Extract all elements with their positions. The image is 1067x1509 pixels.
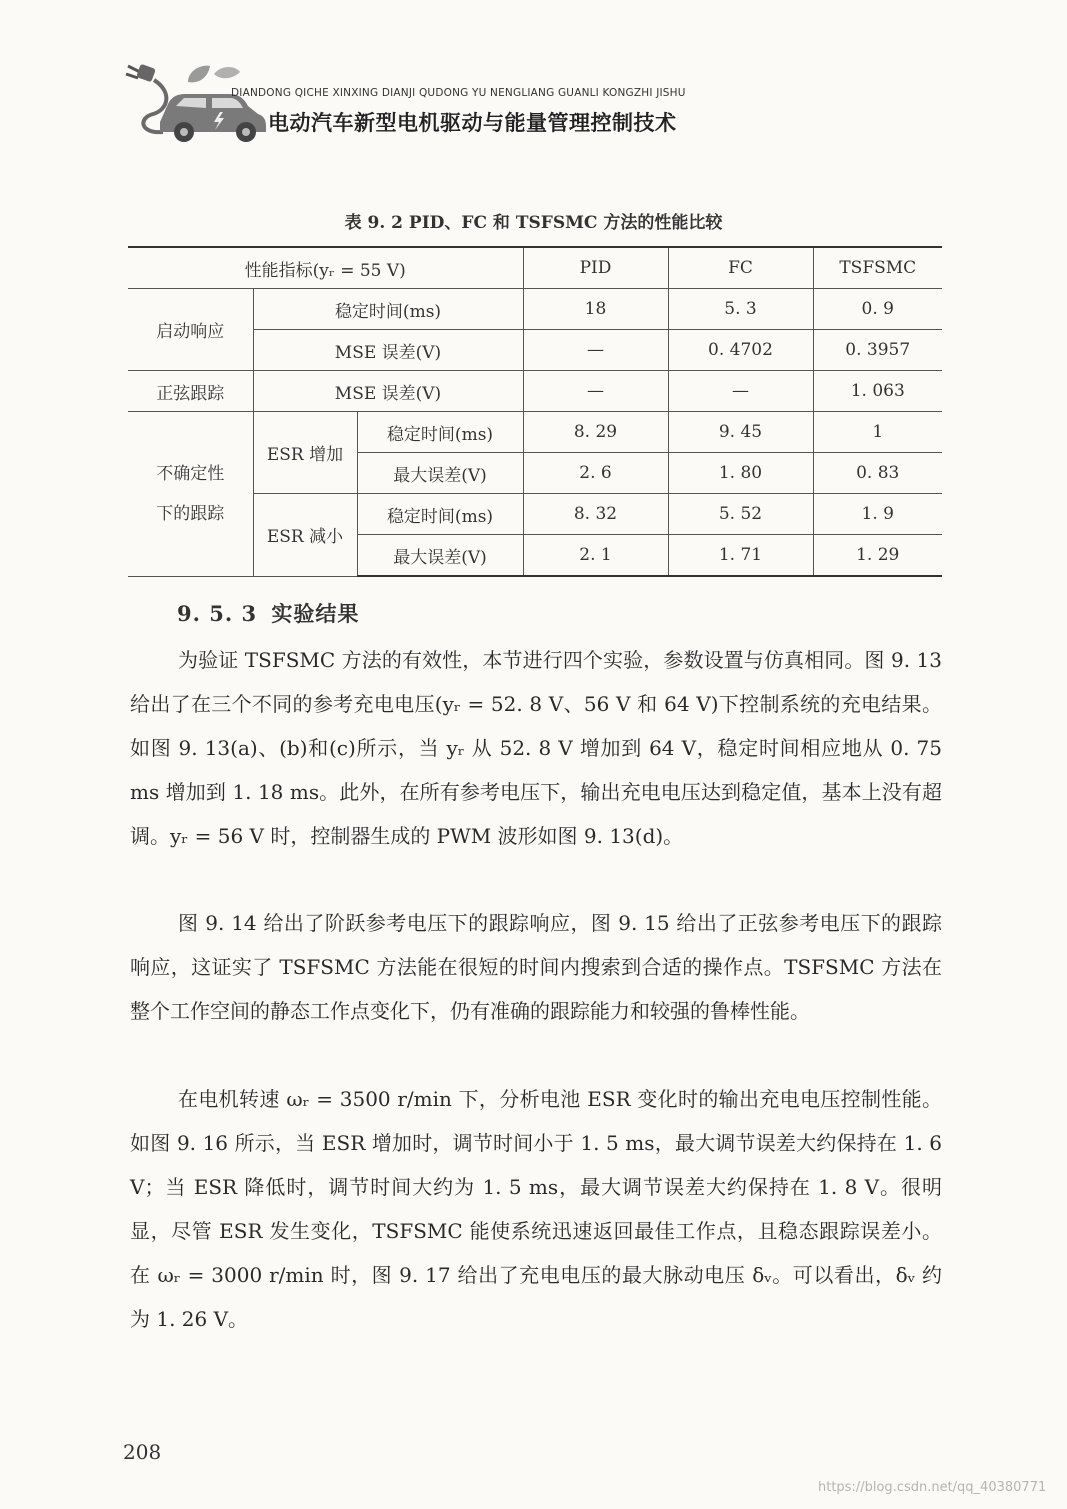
body-paragraph: 图 9. 14 给出了阶跃参考电压下的跟踪响应，图 9. 15 给出了正弦参考电压下的跟踪响应，这证实了 TSFSMC 方法能在很短的时间内搜索到合适的操作点。TSFSMC 方法在整个工作空间的静态工作点变化下，仍有准确的跟踪能力和较强的鲁棒性能。	[130, 911, 942, 1023]
cell-fc: 1. 80	[668, 453, 813, 494]
cell-pid: 2. 1	[523, 535, 668, 577]
header-fc: FC	[668, 247, 813, 289]
cell-fc: 0. 4702	[668, 330, 813, 371]
cell-tsfsmc: 0. 9	[813, 289, 942, 330]
cell-tsfsmc: 1. 29	[813, 535, 942, 577]
cell-fc: 9. 45	[668, 412, 813, 453]
cell-tsfsmc: 0. 3957	[813, 330, 942, 371]
cell-pid: 18	[523, 289, 668, 330]
group-sine: 正弦跟踪	[128, 371, 253, 412]
table-caption: 表 9. 2 PID、FC 和 TSFSMC 方法的性能比较	[344, 213, 723, 233]
row-label: 稳定时间(ms)	[253, 289, 523, 330]
group-uncertain	[128, 412, 253, 577]
cell-pid: 8. 29	[523, 412, 668, 453]
cell-tsfsmc: 1. 9	[813, 494, 942, 535]
cell-tsfsmc: 1. 063	[813, 371, 942, 412]
cell-fc: —	[668, 371, 813, 412]
group-uncertain-line2: 下的跟踪	[156, 503, 225, 524]
page-number: 208	[123, 1440, 162, 1464]
cell-fc: 5. 3	[668, 289, 813, 330]
section-title: 实验结果	[271, 601, 360, 626]
section-number: 9. 5. 3	[177, 601, 258, 626]
book-title: 电动汽车新型电机驱动与能量管理控制技术	[268, 111, 677, 135]
performance-table	[128, 246, 942, 577]
cell-fc: 1. 71	[668, 535, 813, 577]
group-startup: 启动响应	[128, 289, 253, 371]
row-label: 最大误差(V)	[357, 453, 523, 494]
table-row	[128, 289, 942, 330]
cell-tsfsmc: 0. 83	[813, 453, 942, 494]
row-label: MSE 误差(V)	[253, 330, 523, 371]
body-paragraph: 为验证 TSFSMC 方法的有效性，本节进行四个实验，参数设置与仿真相同。图 9. 13 给出了在三个不同的参考充电电压(yᵣ = 52. 8 V、56 V 和 64 V)下控制系统的充电结果。如图 9. 13(a)、(b)和(c)所示，当 yᵣ 从 52. 8 V 增加到 64 V，稳定时间相应地从 0. 75 ms 增加到 1. 18 ms。此外，在所有参考电压下，输出充电电压达到稳定值，基本上没有超调。yᵣ = 56 V 时，控制器生成的 PWM 波形如图 9. 13(d)。	[130, 648, 942, 848]
cell-fc: 5. 52	[668, 494, 813, 535]
body-paragraph: 在电机转速 ωᵣ = 3500 r/min 下，分析电池 ESR 变化时的输出充电电压控制性能。如图 9. 16 所示，当 ESR 增加时，调节时间小于 1. 5 ms，最大调节误差大约保持在 1. 6 V；当 ESR 降低时，调节时间大约为 1. 5 ms，最大调节误差大约保持在 1. 8 V。很明显，尽管 ESR 发生变化，TSFSMC 能使系统迅速返回最佳工作点，且稳态跟踪误差小。在 ωᵣ = 3000 r/min 时，图 9. 17 给出了充电电压的最大脉动电压 δᵥ。可以看出，δᵥ 约为 1. 26 V。	[130, 1087, 942, 1331]
row-label: 稳定时间(ms)	[357, 412, 523, 453]
group-uncertain-line1: 不确定性	[156, 463, 225, 484]
header-tsfsmc: TSFSMC	[813, 247, 942, 289]
row-label: 稳定时间(ms)	[357, 494, 523, 535]
section-heading	[177, 598, 359, 628]
cell-pid: 8. 32	[523, 494, 668, 535]
cell-pid: —	[523, 330, 668, 371]
watermark: https://blog.csdn.net/qq_40380771	[818, 1480, 1047, 1495]
row-label: 最大误差(V)	[357, 535, 523, 577]
running-header	[118, 52, 738, 147]
table-row	[128, 412, 942, 453]
cell-pid: —	[523, 371, 668, 412]
cell-pid: 2. 6	[523, 453, 668, 494]
row-label: MSE 误差(V)	[253, 371, 523, 412]
table-row	[128, 371, 942, 412]
header-metric: 性能指标(yᵣ = 55 V)	[128, 247, 523, 289]
cell-tsfsmc: 1	[813, 412, 942, 453]
subgroup-esr-dec: ESR 减小	[253, 494, 357, 577]
header-pid: PID	[523, 247, 668, 289]
subgroup-esr-inc: ESR 增加	[253, 412, 357, 494]
book-title-pinyin: DIANDONG QICHE XINXING DIANJI QUDONG YU NENGLIANG GUANLI KONGZHI JISHU	[231, 87, 686, 99]
table-header-row	[128, 247, 942, 289]
